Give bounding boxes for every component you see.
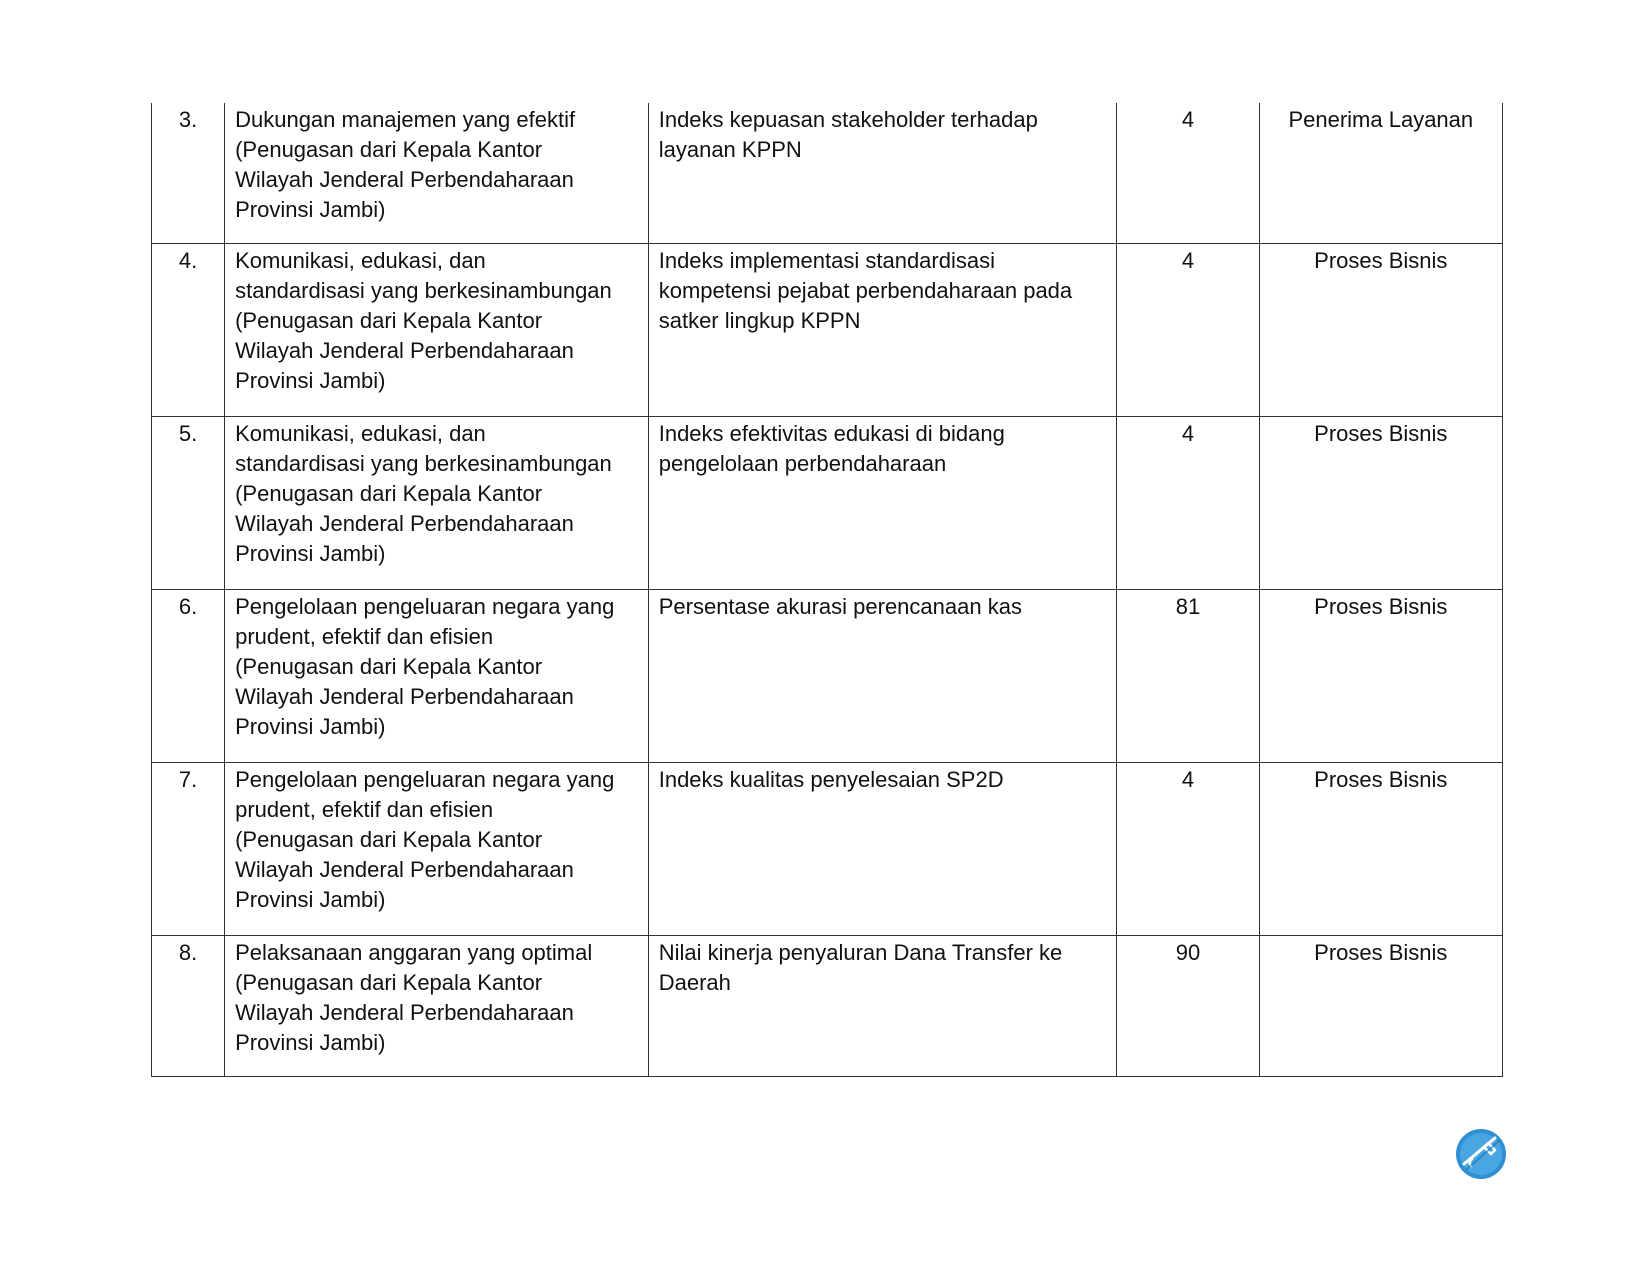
indicator-text: Indeks kualitas penyelesaian SP2D xyxy=(658,767,1004,792)
objective-text: Pelaksanaan anggaran yang optimal (Penugasan dari Kepala Kantor Wilayah Jenderal Perbendaharaan Provinsi Jambi) xyxy=(235,940,593,1055)
row-number-cell: 5. xyxy=(152,417,225,590)
indicator-cell xyxy=(648,103,1117,244)
perspective-cell: Proses Bisnis xyxy=(1259,590,1502,763)
table-row xyxy=(152,936,1503,1077)
objective-cell xyxy=(225,763,649,936)
watermark-logo-icon xyxy=(1455,1128,1507,1180)
row-number-cell: 4. xyxy=(152,244,225,417)
target-cell: 4 xyxy=(1117,763,1259,936)
objective-text: Pengelolaan pengeluaran negara yang prudent, efektif dan efisien (Penugasan dari Kepala Kantor Wilayah Jenderal Perbendaharaan Provinsi Jambi) xyxy=(235,767,615,912)
objective-cell xyxy=(225,590,649,763)
objective-text: Komunikasi, edukasi, dan standardisasi yang berkesinambungan (Penugasan dari Kepala Kantor Wilayah Jenderal Perbendaharaan Provinsi Jambi) xyxy=(235,421,612,566)
indicator-cell xyxy=(648,763,1117,936)
target-cell: 90 xyxy=(1117,936,1259,1077)
perspective-cell: Proses Bisnis xyxy=(1259,417,1502,590)
indicator-text: Nilai kinerja penyaluran Dana Transfer ke Daerah xyxy=(658,940,1063,995)
objective-cell xyxy=(225,244,649,417)
perspective-cell: Proses Bisnis xyxy=(1259,936,1502,1077)
row-number-cell: 7. xyxy=(152,763,225,936)
indicator-text: Indeks implementasi standardisasi kompetensi pejabat perbendaharaan pada satker lingkup KPPN xyxy=(658,248,1073,333)
row-number-cell: 6. xyxy=(152,590,225,763)
table-row xyxy=(152,763,1503,936)
indicator-cell xyxy=(648,244,1117,417)
row-number-cell: 8. xyxy=(152,936,225,1077)
indicator-text: Persentase akurasi perencanaan kas xyxy=(658,594,1022,619)
objective-cell xyxy=(225,103,649,244)
target-cell: 4 xyxy=(1117,417,1259,590)
performance-indicator-table xyxy=(151,103,1503,1077)
perspective-cell: Proses Bisnis xyxy=(1259,763,1502,936)
indicator-text: Indeks kepuasan stakeholder terhadap layanan KPPN xyxy=(658,107,1038,162)
indicator-cell xyxy=(648,936,1117,1077)
table-row xyxy=(152,590,1503,763)
objective-text: Dukungan manajemen yang efektif (Penugasan dari Kepala Kantor Wilayah Jenderal Perbendaharaan Provinsi Jambi) xyxy=(235,107,576,222)
indicator-cell xyxy=(648,417,1117,590)
table-row xyxy=(152,244,1503,417)
target-cell: 81 xyxy=(1117,590,1259,763)
target-cell: 4 xyxy=(1117,103,1259,244)
row-number-cell: 3. xyxy=(152,103,225,244)
indicator-text: Indeks efektivitas edukasi di bidang pengelolaan perbendaharaan xyxy=(658,421,1005,476)
indicator-cell xyxy=(648,590,1117,763)
perspective-cell: Proses Bisnis xyxy=(1259,244,1502,417)
perspective-cell: Penerima Layanan xyxy=(1259,103,1502,244)
objective-text: Komunikasi, edukasi, dan standardisasi yang berkesinambungan (Penugasan dari Kepala Kantor Wilayah Jenderal Perbendaharaan Provinsi Jambi) xyxy=(235,248,612,393)
objective-cell xyxy=(225,417,649,590)
table-row xyxy=(152,103,1503,244)
target-cell: 4 xyxy=(1117,244,1259,417)
objective-text: Pengelolaan pengeluaran negara yang prudent, efektif dan efisien (Penugasan dari Kepala Kantor Wilayah Jenderal Perbendaharaan Provinsi Jambi) xyxy=(235,594,615,739)
table-row xyxy=(152,417,1503,590)
objective-cell xyxy=(225,936,649,1077)
